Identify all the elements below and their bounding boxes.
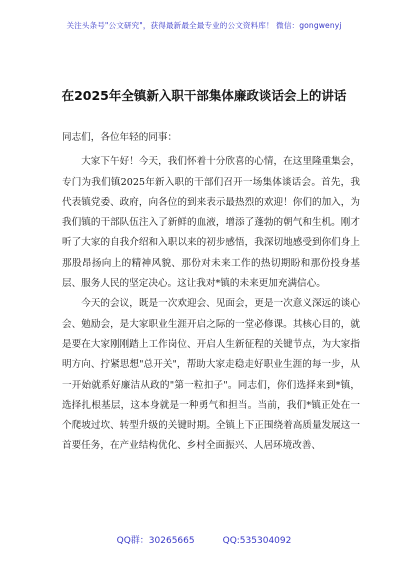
document-body xyxy=(62,128,360,457)
footer-qq: QQ:535304092 xyxy=(222,536,292,546)
salutation: 同志们，各位年轻的同事： xyxy=(62,132,178,143)
body-paragraph-1: 大家下午好！今天，我们怀着十分欣喜的心情，在这里隆重集会，专门为我们镇2025年新入职的干部们召开一场集体谈话会。首先，我代表镇党委、政府，向各位的到来表示最热烈的欢迎！你们的加入，为我们镇的干部队伍注入了新鲜的血液，增添了蓬勃的朝气和生机。刚才听了大家的自我介绍和入职以来的初步感悟，我深切地感受到你们身上那股昂扬向上的精神风貌、那份对未来工作的热切期盼和那份投身基层、服务人民的坚定决心。这让我对*镇的未来更加充满信心。 xyxy=(62,156,360,290)
header-promo-banner: 关注头条号"公文研究"，获得最新最全最专业的公文资料库！ 微信：gongwenyj xyxy=(66,21,342,30)
document-title: 在2025年全镇新入职干部集体廉政谈话会上的讲话 xyxy=(61,88,347,103)
body-paragraph-2: 今天的会议，既是一次欢迎会、见面会，更是一次意义深远的谈心会、勉励会，是大家职业生涯开启之际的一堂必修课。其核心目的，就是要在大家刚刚踏上工作岗位、开启人生新征程的关键节点，为大家指明方向、拧紧思想"总开关"，帮助大家走稳走好职业生涯的每一步，从一开始就系好廉洁从政的"第一粒扣子"。同志们，你们选择来到*镇，选择扎根基层，这本身就是一种勇气和担当。当前，我们*镇正处在一个爬坡过坎、转型升级的关键时期。全镇上下正围绕着高质量发展这一首要任务，在产业结构优化、乡村全面振兴、人居环境改善、 xyxy=(62,298,360,452)
footer-qq-group: QQ群：30265665 xyxy=(116,536,195,546)
footer-contact-bar xyxy=(0,533,408,546)
